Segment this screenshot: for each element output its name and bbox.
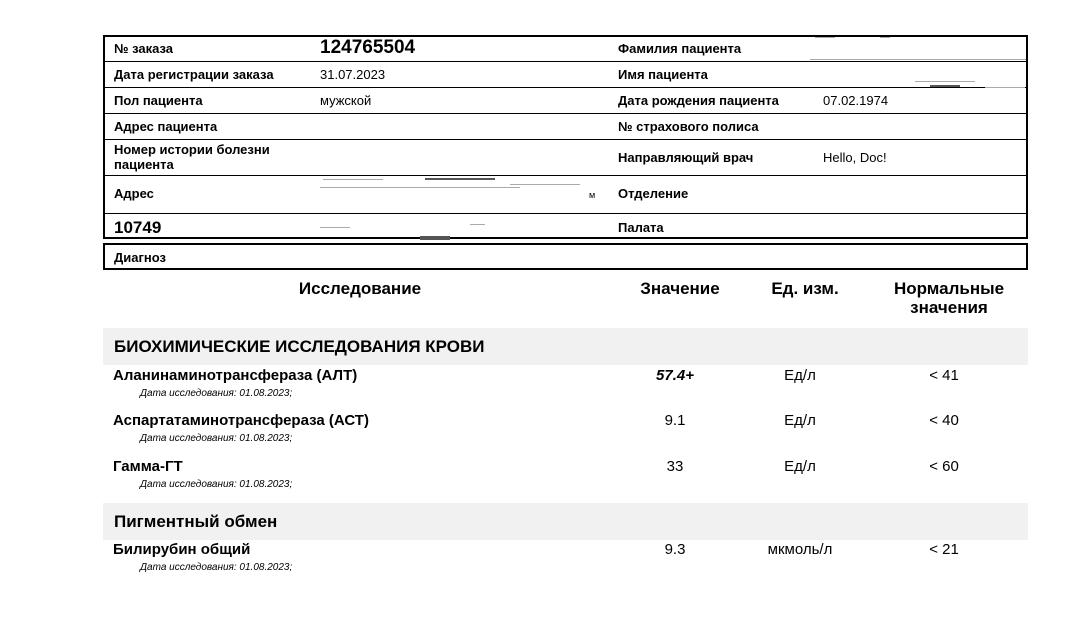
redaction-mark xyxy=(320,187,520,188)
redaction-mark xyxy=(323,179,383,180)
table-row xyxy=(0,412,1080,458)
col-norm xyxy=(874,279,1024,317)
redaction-mark xyxy=(915,81,975,82)
section-title: БИОХИМИЧЕСКИЕ ИССЛЕДОВАНИЯ КРОВИ xyxy=(114,337,485,356)
row-divider xyxy=(105,139,1026,140)
col-norm-line1: Нормальные xyxy=(893,279,1005,298)
birth-date-value: 07.02.1974 xyxy=(823,93,889,108)
section-title: Пигментный обмен xyxy=(114,512,278,531)
history-label xyxy=(114,142,270,172)
col-unit: Ед. изм. xyxy=(771,279,839,298)
birth-date-label: Дата рождения пациента xyxy=(618,93,779,108)
row-divider xyxy=(105,175,1026,176)
redaction-mark xyxy=(930,85,960,87)
test-date: Дата исследования: 01.08.2023; xyxy=(140,433,293,444)
policy-label: № страхового полиса xyxy=(618,119,759,134)
test-unit: Ед/л xyxy=(784,367,816,384)
redaction-mark xyxy=(320,227,350,228)
test-value: 57.4+ xyxy=(656,367,694,384)
test-name: Аспартатаминотрансфераза (АСТ) xyxy=(113,412,369,429)
address-fragment: м xyxy=(589,190,596,200)
name-label: Имя пациента xyxy=(618,67,708,82)
test-norm: < 40 xyxy=(929,412,959,429)
test-value: 9.3 xyxy=(664,541,686,558)
col-study: Исследование xyxy=(298,279,422,298)
test-norm: < 60 xyxy=(929,458,959,475)
test-unit: Ед/л xyxy=(784,412,816,429)
test-unit: мкмоль/л xyxy=(767,541,833,558)
diagnosis-label: Диагноз xyxy=(114,250,166,265)
table-row xyxy=(0,458,1080,504)
diagnosis-box xyxy=(103,243,1028,270)
table-row xyxy=(0,367,1080,413)
redaction-mark xyxy=(880,37,890,38)
test-name: Гамма-ГТ xyxy=(113,458,183,475)
order-no-value: 124765504 xyxy=(320,37,416,58)
doctor-label: Направляющий врач xyxy=(618,150,754,165)
test-date: Дата исследования: 01.08.2023; xyxy=(140,388,293,399)
test-name: Аланинаминотрансфераза (АЛТ) xyxy=(113,367,358,384)
col-value: Значение xyxy=(640,279,720,298)
redaction-mark xyxy=(510,184,580,185)
row-divider xyxy=(105,113,1026,114)
history-label-line1: Номер истории болезни xyxy=(114,142,270,157)
section-header xyxy=(103,328,1028,365)
test-unit: Ед/л xyxy=(784,458,816,475)
patient-address-label: Адрес пациента xyxy=(114,119,218,134)
history-label-line2: пациента xyxy=(114,157,174,172)
redaction-mark xyxy=(985,87,1025,88)
test-name: Билирубин общий xyxy=(113,541,251,558)
test-value: 9.1 xyxy=(664,412,686,429)
reg-date-value: 31.07.2023 xyxy=(320,67,386,82)
address-label: Адрес xyxy=(114,186,154,201)
row-divider xyxy=(105,61,1026,62)
surname-label: Фамилия пациента xyxy=(618,41,742,56)
row-divider xyxy=(105,87,1026,88)
reg-date-label: Дата регистрации заказа xyxy=(114,67,274,82)
ward-label: Палата xyxy=(618,220,664,235)
redaction-mark xyxy=(810,59,1026,60)
department-label: Отделение xyxy=(618,186,689,201)
test-value: 33 xyxy=(666,458,684,475)
section-header xyxy=(103,503,1028,540)
table-row xyxy=(0,541,1080,587)
sex-label: Пол пациента xyxy=(114,93,203,108)
test-date: Дата исследования: 01.08.2023; xyxy=(140,562,293,573)
row-divider xyxy=(105,213,1026,214)
code-value: 10749 xyxy=(114,218,162,237)
test-norm: < 21 xyxy=(929,541,959,558)
patient-info-box xyxy=(103,35,1028,239)
test-date: Дата исследования: 01.08.2023; xyxy=(140,479,293,490)
redaction-mark xyxy=(420,236,450,240)
sex-value: мужской xyxy=(320,93,372,108)
order-no-label: № заказа xyxy=(114,41,174,56)
redaction-mark xyxy=(815,37,835,38)
col-norm-line2: значения xyxy=(910,298,988,317)
redaction-mark xyxy=(470,224,485,225)
doctor-value: Hello, Doc! xyxy=(823,150,887,165)
redaction-mark xyxy=(425,178,495,180)
test-norm: < 41 xyxy=(929,367,959,384)
